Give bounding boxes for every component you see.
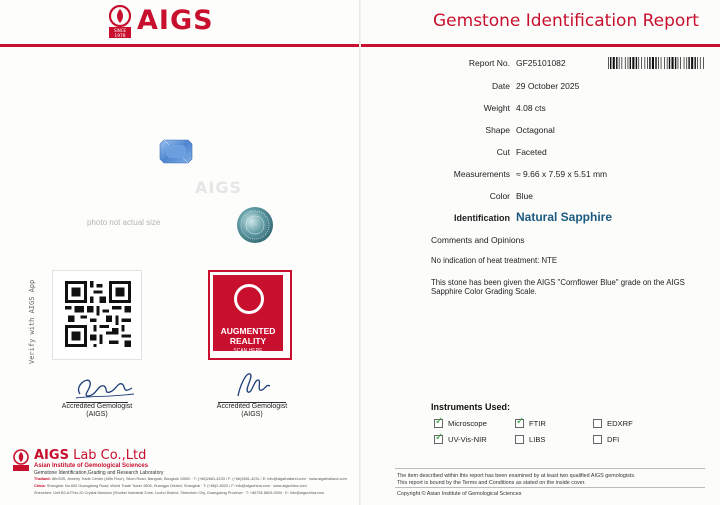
footer-copyright: Copyright © Asian Institute of Gemological Sciences [397, 491, 522, 497]
instrument-checkbox [515, 419, 524, 428]
instrument-checkbox [593, 435, 602, 444]
qr-code-icon[interactable] [65, 281, 131, 347]
lab-emblem-icon [12, 449, 30, 471]
header-rule-right [361, 44, 720, 47]
gemologist-2-org: (AIGS) [241, 411, 263, 418]
field-value: Octagonal [516, 125, 555, 135]
photo-note: photo not actual size [87, 218, 161, 227]
gemologist-1-title: Accredited Gemologist [61, 403, 133, 410]
field-label: Cut [496, 147, 510, 157]
china-address-1: Shanghai: No.600 Guangdong Road, World Trade Tower 2808, Huangpu District, Shanghai · T: (+86)2-8020 / F: info@aigschina.com · www.aigschina.com [46, 484, 307, 488]
comments-heading: Comments and Opinions [431, 235, 525, 245]
footer-rule-2 [395, 487, 705, 488]
augmented-reality-badge[interactable] [208, 270, 292, 360]
hologram-seal-icon [236, 206, 274, 244]
footer-examined: The item described within this report has been examined by at least two qualified AIGS gemologists. [397, 473, 636, 479]
logo-wordmark: AIGS [137, 5, 214, 36]
identification-label: Identification [454, 213, 510, 223]
lab-address-china-2 [34, 491, 324, 495]
instrument-label: LIBS [529, 434, 546, 444]
comment-grade: This stone has been given the AIGS "Cornflower Blue" grade on the AIGS Sapphire Color Grading Scale. [431, 278, 685, 297]
lab-name-bold: AIGS [34, 448, 69, 463]
lab-name-rest: Lab Co.,Ltd [68, 448, 147, 463]
ar-panel [213, 275, 283, 354]
china-address-2: Shenzhen: Unit B2-A P.No.20 Crystal Mansion (Shuibei Industrial Zone, Luohu District, Shenzhen City, Guangdong Province · T: +86755 8829-9394 · E: info@aigschina.com [34, 491, 325, 495]
instrument-label: UV-Vis-NIR [448, 434, 487, 444]
field-value: Blue [516, 191, 534, 201]
logo-year: 1978 [114, 34, 126, 39]
instrument-label: DFI [607, 434, 620, 444]
photo-watermark: AIGS [195, 178, 242, 197]
report-title: Gemstone Identification Report [433, 11, 699, 31]
gemologist-1-org: (AIGS) [86, 411, 108, 418]
ar-emblem-icon [234, 284, 264, 314]
instrument-checkbox [515, 435, 524, 444]
field-label: Weight [483, 103, 510, 113]
instruments-heading: Instruments Used: [431, 402, 511, 412]
field-value: GF25101082 [516, 58, 566, 68]
field-value: 4.08 cts [516, 103, 546, 113]
lab-full-name: Asian Institute of Gemological Sciences [34, 463, 149, 469]
field-label: Date [492, 81, 510, 91]
right-page [360, 0, 720, 505]
comment-heat-treatment: No indication of heat treatment: NTE [431, 256, 558, 265]
instrument-label: Microscope [448, 418, 487, 428]
aigs-emblem-icon [107, 5, 133, 39]
ar-title-line2: REALITY [229, 336, 267, 346]
instrument-checkbox [434, 435, 443, 444]
thailand-address: 8th/92B, Jewelry Trade Center (48th Floor), Silom Road, Bangrak, Bangkok 10500 · T: (+66)2681-4233 / F: (+66)2681-4231 / E: info@aigsthailand.com · www.aigsthailand.com [51, 477, 347, 481]
header-rule-left [0, 44, 359, 47]
field-label: Report No. [468, 58, 510, 68]
lab-address-china-1 [34, 484, 307, 488]
field-label: Measurements [453, 169, 510, 179]
ar-title-line1: AUGMENTED [220, 326, 276, 336]
barcode-icon [608, 57, 704, 69]
instrument-checkbox [593, 419, 602, 428]
signature-2-icon [232, 368, 272, 400]
instrument-checkbox [434, 419, 443, 428]
logo-since: SINCE [113, 28, 127, 33]
footer-rule [395, 468, 705, 469]
gemstone-photo [159, 139, 193, 164]
page-fold [359, 0, 361, 505]
instrument-label: EDXRF [607, 418, 633, 428]
lab-name [34, 448, 146, 463]
field-label: Shape [485, 125, 510, 135]
aigs-logo [107, 5, 227, 43]
field-value: 29 October 2025 [516, 81, 580, 91]
signature-1-icon [70, 372, 138, 400]
qr-caption: Verify with AIGS App [28, 279, 36, 364]
identification-value: Natural Sapphire [516, 210, 613, 224]
lab-tagline: Gemstone Identification,Grading and Research Laboratory [34, 470, 164, 476]
field-label: Color [489, 191, 510, 201]
field-value: Faceted [516, 147, 547, 157]
china-label: China: [34, 484, 46, 488]
footer-terms: This report is bound by the Terms and Conditions as stated on the inside cover. [397, 480, 586, 486]
ar-scan-text: SCAN HERE [233, 348, 263, 354]
qr-code-panel[interactable] [52, 270, 142, 360]
field-value: ≈ 9.66 x 7.59 x 5.51 mm [516, 169, 608, 179]
lab-address-thailand [34, 477, 347, 481]
thailand-label: Thailand: [34, 477, 51, 481]
gemologist-2-title: Accredited Gemologist [216, 403, 288, 410]
instrument-label: FTIR [529, 418, 546, 428]
